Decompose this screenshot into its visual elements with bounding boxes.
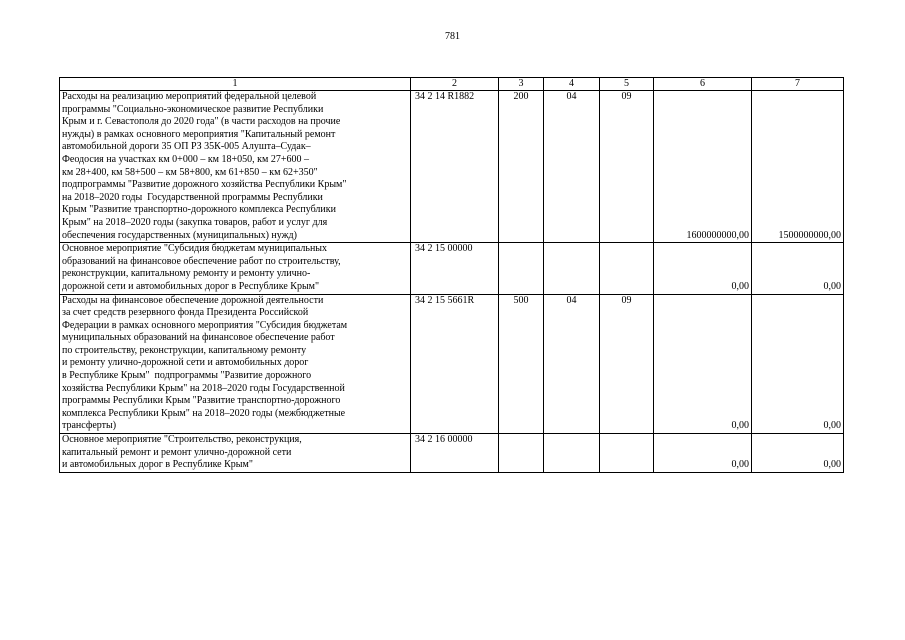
row-amount-col7: 0,00	[752, 294, 844, 434]
header-cell: 6	[654, 78, 752, 91]
table-header-row	[60, 78, 844, 91]
row-target-code: 34 2 15 5661R	[411, 294, 499, 434]
row-expense-type	[499, 243, 544, 294]
row-subsection: 09	[600, 91, 654, 243]
row-amount-col7: 1500000000,00	[752, 91, 844, 243]
row-target-code: 34 2 16 00000	[411, 434, 499, 473]
table-row	[60, 243, 844, 294]
row-section: 04	[544, 294, 600, 434]
header-cell: 2	[411, 78, 499, 91]
row-amount-col6: 0,00	[654, 434, 752, 473]
row-expense-type: 200	[499, 91, 544, 243]
row-amount-col7: 0,00	[752, 243, 844, 294]
row-section: 04	[544, 91, 600, 243]
row-amount-col6: 0,00	[654, 294, 752, 434]
header-cell: 4	[544, 78, 600, 91]
row-target-code: 34 2 14 R1882	[411, 91, 499, 243]
row-section	[544, 434, 600, 473]
row-description: Расходы на реализацию мероприятий федеральной целевой программы "Социально-экономическое развитие Республики Крым и г. Севастополя до 2020 года" (в части расходов на прочие нужды) в рамках основного мероприятия "Капитальный ремонт автомобильной дороги 35 ОП РЗ 35К-005 Алушта–Судак– Феодосия на участках км 0+000 – км 18+050, км 27+600 – км 28+400, км 58+500 – км 58+800, км 61+850 – км 62+350" подпрограммы "Развитие дорожного хозяйства Республики Крым" на 2018–2020 годы Государственной программы Республики Крым "Развитие транспортно-дорожного комплекса Республики Крым" на 2018–2020 годы (закупка товаров, работ и услуг для обеспечения государственных (муниципальных) нужд)	[60, 91, 411, 243]
row-amount-col7: 0,00	[752, 434, 844, 473]
row-amount-col6: 0,00	[654, 243, 752, 294]
row-subsection	[600, 434, 654, 473]
header-cell: 7	[752, 78, 844, 91]
row-amount-col6: 1600000000,00	[654, 91, 752, 243]
header-cell: 1	[60, 78, 411, 91]
budget-table	[59, 77, 844, 473]
row-expense-type	[499, 434, 544, 473]
row-section	[544, 243, 600, 294]
row-description: Расходы на финансовое обеспечение дорожной деятельности за счет средств резервного фонда Президента Российской Федерации в рамках основного мероприятия "Субсидия бюджетам муниципальных образований на финансовое обеспечение работ по строительству, реконструкции, капитальному ремонту и ремонту улично-дорожной сети и автомобильных дорог в Республике Крым" подпрограммы "Развитие дорожного хозяйства Республики Крым" на 2018–2020 годы Государственной программы Республики Крым "Развитие транспортно-дорожного комплекса Республики Крым" на 2018–2020 годы (межбюджетные трансферты)	[60, 294, 411, 434]
row-description: Основное мероприятие "Субсидия бюджетам муниципальных образований на финансовое обеспечение работ по строительству, реконструкции, капитальному ремонту и ремонту улично- дорожной сети и автомобильных дорог в Республике Крым"	[60, 243, 411, 294]
page-number: 781	[445, 31, 460, 42]
row-expense-type: 500	[499, 294, 544, 434]
row-description: Основное мероприятие "Строительство, реконструкция, капитальный ремонт и ремонт улично-дорожной сети и автомобильных дорог в Республике Крым"	[60, 434, 411, 473]
row-subsection	[600, 243, 654, 294]
table-row	[60, 294, 844, 434]
header-cell: 3	[499, 78, 544, 91]
table-row	[60, 434, 844, 473]
row-target-code: 34 2 15 00000	[411, 243, 499, 294]
header-cell: 5	[600, 78, 654, 91]
table-row	[60, 91, 844, 243]
row-subsection: 09	[600, 294, 654, 434]
